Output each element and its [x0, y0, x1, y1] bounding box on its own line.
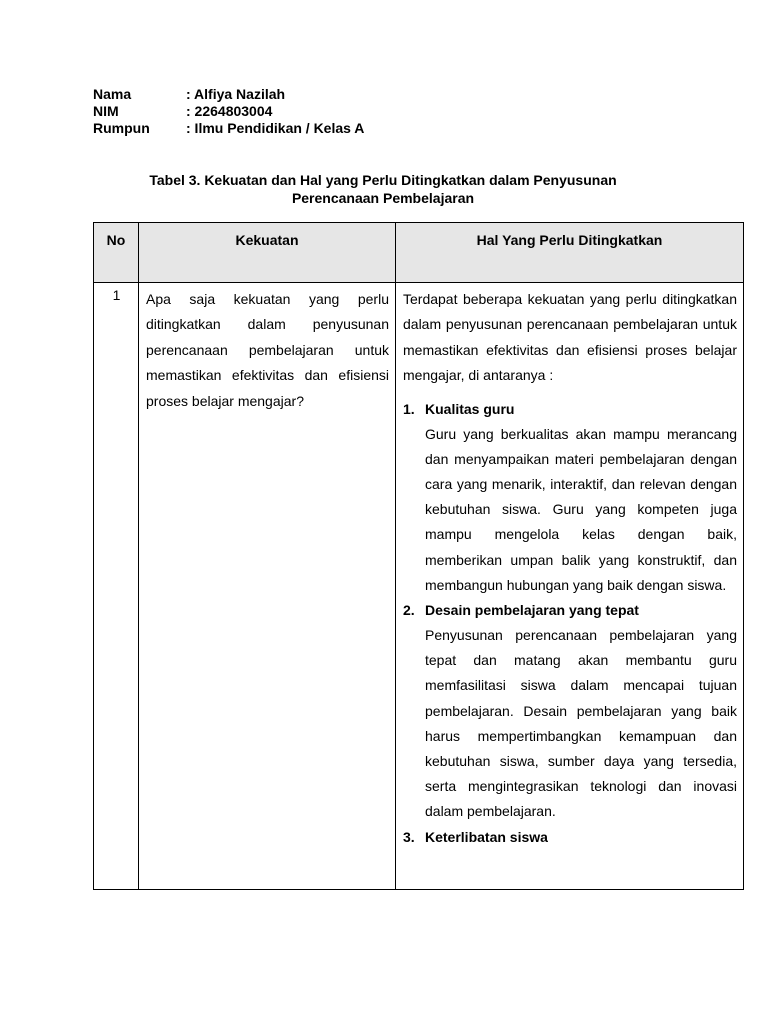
nim-row — [93, 103, 364, 120]
list-item — [403, 825, 737, 850]
improvement-cell — [396, 283, 744, 890]
list-item-description: Guru yang berkualitas akan mampu merancang dan menyampaikan materi pembelajaran dengan cara yang menarik, interaktif, dan relevan dengan kebutuhan siswa. Guru yang kompeten juga mampu mengelola kelas dengan baik, memberikan umpan balik yang konstruktif, dan membangun hubungan yang baik dengan siswa. — [425, 425, 737, 593]
table-caption — [93, 171, 673, 207]
kekuatan-cell — [139, 283, 396, 890]
identity-header — [93, 86, 364, 137]
caption-line-1: Tabel 3. Kekuatan dan Hal yang Perlu Ditingkatkan dalam Penyusunan — [149, 172, 617, 188]
improvement-list — [403, 397, 737, 850]
list-item-title: Keterlibatan siswa — [425, 828, 548, 845]
header-hal-perlu-ditingkatkan: Hal Yang Perlu Ditingkatkan — [396, 223, 744, 283]
name-label: Nama — [93, 86, 132, 102]
improvement-intro: Terdapat beberapa kekuatan yang perlu ditingkatkan dalam penyusunan perencanaan pembelajaran untuk memastikan efektivitas dan efisiensi proses belajar mengajar, di antaranya : — [403, 291, 737, 384]
list-item-number: 1. — [403, 400, 415, 417]
list-item-description: Penyusunan perencanaan pembelajaran yang tepat dan matang akan membantu guru memfasilitasi siswa dalam mencapai tujuan pembelajaran. Desain pembelajaran yang baik harus mempertimbangkan kemampuan dan kebutuhan siswa, sumber daya yang tersedia, serta mengintegrasikan teknologi dan inovasi dalam pembelajaran. — [425, 627, 737, 820]
list-item — [403, 397, 737, 598]
list-item-title: Kualitas guru — [425, 400, 515, 417]
kekuatan-question: Apa saja kekuatan yang perlu ditingkatkan dalam penyusunan perencanaan pembelajaran untuk memastikan efektivitas dan efisiensi proses belajar mengajar? — [146, 291, 389, 409]
table-row — [94, 283, 744, 890]
name-value: : Alfiya Nazilah — [186, 86, 286, 102]
header-kekuatan: Kekuatan — [139, 223, 396, 283]
row-number: 1 — [94, 283, 139, 890]
rumpun-row — [93, 120, 364, 137]
nim-label: NIM — [93, 103, 119, 119]
table-header-row — [94, 223, 744, 283]
rumpun-value: : Ilmu Pendidikan / Kelas A — [186, 120, 365, 136]
list-item — [403, 598, 737, 825]
caption-line-2: Perencanaan Pembelajaran — [291, 190, 475, 206]
header-no: No — [94, 223, 139, 283]
nim-value: : 2264803004 — [186, 103, 273, 119]
rumpun-label: Rumpun — [93, 120, 150, 136]
strengths-table — [93, 222, 744, 890]
list-item-number: 2. — [403, 602, 415, 619]
list-item-number: 3. — [403, 828, 415, 845]
list-item-title: Desain pembelajaran yang tepat — [425, 602, 639, 619]
name-row — [93, 86, 364, 103]
